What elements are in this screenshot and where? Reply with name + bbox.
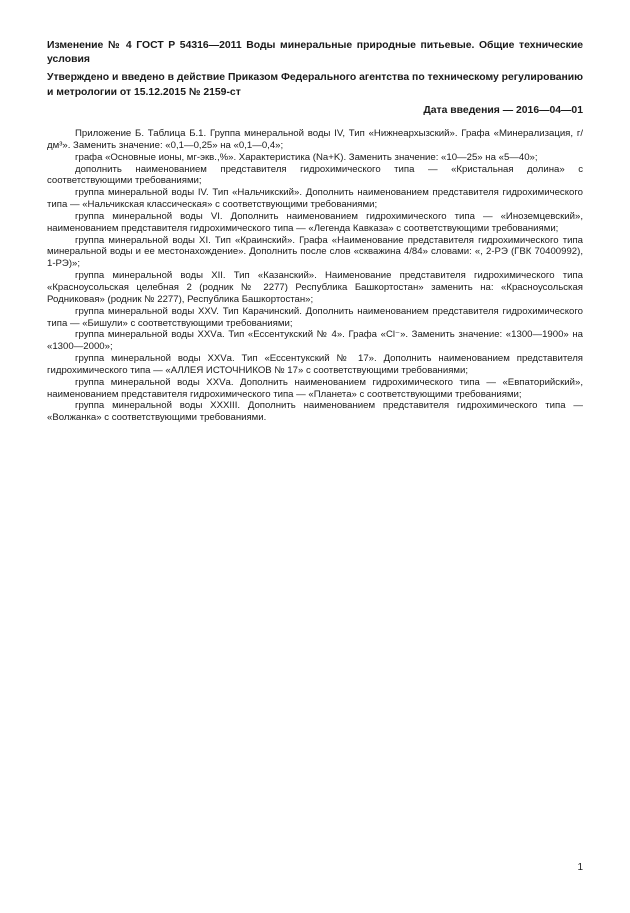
document-body [47,128,583,424]
paragraph: дополнить наименованием представителя гидрохимического типа — «Кристальная долина» с соответствующими требованиями; [47,163,583,187]
paragraph: группа минеральной воды XI. Тип «Краинский». Графа «Наименование представителя гидрохимического типа минеральной воды и ее местонахождение». Дополнить после слов «скважина 4/84» словами: «, 2-РЭ (ГВК 70400992), 1-РЭ)»; [47,234,583,270]
paragraph: группа минеральной воды XXVа. Тип «Ессентукский № 17». Дополнить наименованием представителя гидрохимического типа — «АЛЛЕЯ ИСТОЧНИКОВ № 17» с соответствующими требованиями; [47,353,583,376]
paragraph: группа минеральной воды VI. Дополнить наименованием гидрохимического типа — «Иноземцевский», наименованием представителя гидрохимического типа — «Легенда Кавказа» с соответствующими требованиями; [47,210,583,234]
paragraph: группа минеральной воды XXVа. Дополнить наименованием гидрохимического типа — «Евпаторийский», наименованием представителя гидрохимического типа — «Планета» с соответствующими требованиями; [47,376,583,400]
paragraph: группа минеральной воды XXXIII. Дополнить наименованием представителя гидрохимического типа — «Волжанка» с соответствующими требованиями. [47,400,583,424]
paragraph: группа минеральной воды IV. Тип «Нальчикский». Дополнить наименованием представителя гидрохимического типа — «Нальчикская классическая» с соответствующими требованиями; [47,187,583,211]
paragraph: группа минеральной воды XXV. Тип Карачинский. Дополнить наименованием представителя гидрохимического типа — «Бишули» с соответствующими требованиями; [47,305,583,329]
document-title: Изменение № 4 ГОСТ Р 54316—2011 Воды минеральные природные питьевые. Общие технические условия [47,40,583,66]
paragraph: графа «Основные ионы, мг-экв.,%». Характеристика (Na+K). Заменить значение: «10—25» на «5—40»; [75,151,538,163]
effective-date: Дата введения — 2016—04—01 [423,104,583,116]
document-header [47,39,583,118]
paragraph: Приложение Б. Таблица Б.1. Группа минеральной воды IV, Тип «Нижнеархызский». Графа «Минерализация, г/дм³». Заменить значение: «0,1—0,25» на «0,1—0,4»; [47,128,583,151]
paragraph: группа минеральной воды XII. Тип «Казанский». Наименование представителя гидрохимического типа «Красноусольская целебная 2 (родник № 2277) Республика Башкортостан» заменить на: «Красноусольская Родниковая» (родник № 2277), Республика Башкортостан»; [47,270,583,305]
approval-statement: Утверждено и введено в действие Приказом Федерального агентства по техническому регулированию и метрологии от 15.12.2015 № 2159-ст [47,72,584,98]
page-number: 1 [577,862,583,873]
paragraph: группа минеральной воды XXVа. Тип «Ессентукский № 4». Графа «Cl⁻». Заменить значение: «1300—1900» на «1300—2000»; [47,329,583,353]
